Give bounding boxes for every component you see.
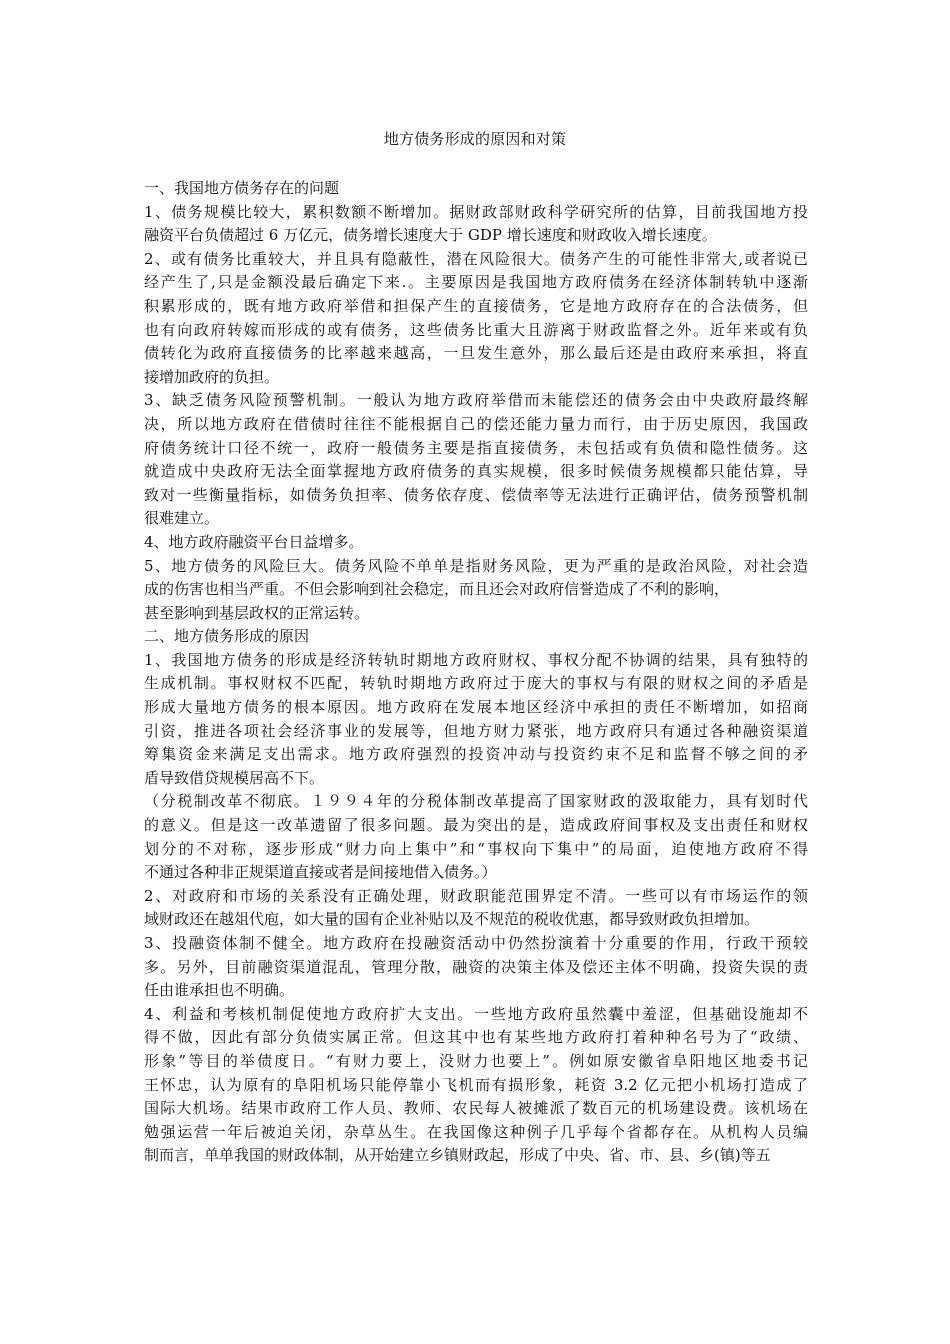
- text-line: 4、地方政府融资平台日益增多。: [144, 532, 364, 551]
- text-line: 不通过各种非正规渠道直接或者是间接地借入债务。）: [144, 863, 497, 882]
- text-line: 2、对政府和市场的关系没有正确处理，财政职能范围界定不清。一些可以有市场运作的领: [144, 886, 808, 905]
- text-line: 债转化为政府直接债务的比率越来越高，一旦发生意外，那么最后还是由政府来承担，将直: [144, 344, 808, 363]
- text-line: 2、或有债务比重较大，并且具有隐蔽性，潜在风险很大。债务产生的可能性非常大,或者说已: [144, 249, 808, 268]
- text-line: 3、投融资体制不健全。地方政府在投融资活动中仍然扮演着十分重要的作用，行政干预较: [144, 934, 808, 952]
- text-line: 划分的不对称，逐步形成“财力向上集中”和“事权向下集中”的局面，迫使地方政府不得: [144, 839, 808, 858]
- text-line: 域财政还在越俎代庖，如大量的国有企业补贴以及不规范的税收优惠，都导致财政负担增加。: [144, 910, 760, 929]
- text-line: 决，所以地方政府在借债时往往不能根据自己的偿还能力量力而行，由于历史原因，我国政: [144, 414, 808, 433]
- text-line: 王怀忠，认为原有的阜阳机场只能停靠小飞机而有损形象，耗资 3.2 亿元把小机场打造成了: [144, 1075, 808, 1094]
- text-line: 致对一些衡量指标，如债务负担率、债务依存度、偿债率等无法进行正确评估，债务预警机制: [144, 485, 808, 504]
- text-line: 经产生了,只是金额没最后确定下来.。主要原因是我国地方政府债务在经济体制转轨中逐渐: [144, 273, 808, 292]
- text-line: 接增加政府的负担。: [144, 367, 280, 386]
- text-line: 盾导致借贷规模居高不下。: [144, 768, 325, 787]
- text-line: 融资平台负债超过 6 万亿元，债务增长速度大于 GDP 增长速度和财政收入增长速度。: [144, 226, 717, 245]
- text-line: 形成大量地方债务的根本原因。地方政府在发展本地区经济中承担的责任不断增加，如招商: [144, 698, 808, 717]
- text-line: 成的伤害也相当严重。不但会影响到社会稳定，而且还会对政府信誉造成了不利的影响，: [144, 580, 730, 599]
- text-line: 筹集资金来满足支出需求。地方政府强烈的投资冲动与投资约束不足和监督不够之间的矛: [144, 745, 808, 764]
- text-line: 得不做，因此有部分负债实属正常。但这其中也有某些地方政府打着种种名号为了“政绩、: [144, 1028, 808, 1047]
- text-line: 多。另外，目前融资渠道混乱，管理分散，融资的决策主体及偿还主体不明确，投资失误的责: [144, 957, 808, 976]
- text-line: 也有向政府转嫁而形成的或有债务，这些债务比重大且游离于财政监督之外。近年来或有负: [144, 320, 808, 339]
- text-line: 积累形成的，既有地方政府举借和担保产生的直接债务，它是地方政府存在的合法债务，但: [144, 296, 808, 315]
- text-line: 形象”等目的举债度日。“有财力要上，没财力也要上”。例如原安徽省阜阳地区地委书记: [144, 1051, 808, 1070]
- text-line: 1、我国地方债务的形成是经济转轨时期地方政府财权、事权分配不协调的结果，具有独特的: [144, 650, 808, 669]
- text-line: 制而言，单单我国的财政体制，从开始建立乡镇财政起，形成了中央、省、市、县、乡(镇)等五: [144, 1146, 771, 1165]
- text-line: （分税制改革不彻底。１９９４年的分税体制改革提高了国家财政的汲取能力，具有划时代: [144, 792, 808, 811]
- document-body: [144, 177, 808, 1168]
- text-line: 3、缺乏债务风险预警机制。一般认为地方政府举借而未能偿还的债务会由中央政府最终解: [144, 391, 808, 410]
- text-line: 二、地方债务形成的原因: [144, 627, 310, 646]
- text-line: 引资，推进各项社会经济事业的发展等，但地方财力紧张，地方政府只有通过各种融资渠道: [144, 721, 808, 740]
- text-line: 就造成中央政府无法全面掌握地方政府债务的真实规模，很多时候债务规模都只能估算，导: [144, 462, 808, 481]
- text-line: 的意义。但是这一改革遗留了很多问题。最为突出的是，造成政府间事权及支出责任和财权: [144, 816, 808, 835]
- text-line: 府债务统计口径不统一，政府一般债务主要是指直接债务，未包括或有负债和隐性债务。这: [144, 438, 808, 457]
- document-title: 地方债务形成的原因和对策: [383, 130, 567, 148]
- text-line: 勉强运营一年后被迫关闭，杂草丛生。在我国像这种例子几乎每个省都存在。从机构人员编: [144, 1122, 808, 1141]
- text-line: 生成机制。事权财权不匹配，转轨时期地方政府过于庞大的事权与有限的财权之间的矛盾是: [144, 674, 808, 693]
- text-line: 4、利益和考核机制促使地方政府扩大支出。一些地方政府虽然囊中羞涩，但基础设施却不: [144, 1004, 808, 1023]
- text-line: 甚至影响到基层政权的正常运转。: [144, 603, 370, 622]
- text-line: 很难建立。: [144, 509, 220, 528]
- text-line: 任由谁承担也不明确。: [144, 981, 295, 1000]
- text-line: 5、地方债务的风险巨大。债务风险不单单是指财务风险，更为严重的是政治风险，对社会造: [144, 556, 808, 575]
- text-line: 一、我国地方债务存在的问题: [144, 179, 340, 197]
- text-line: 1、债务规模比较大，累积数额不断增加。据财政部财政科学研究所的估算，目前我国地方投: [144, 202, 808, 221]
- text-line: 国际大机场。结果市政府工作人员、教师、农民每人被摊派了数百元的机场建设费。该机场在: [144, 1099, 808, 1118]
